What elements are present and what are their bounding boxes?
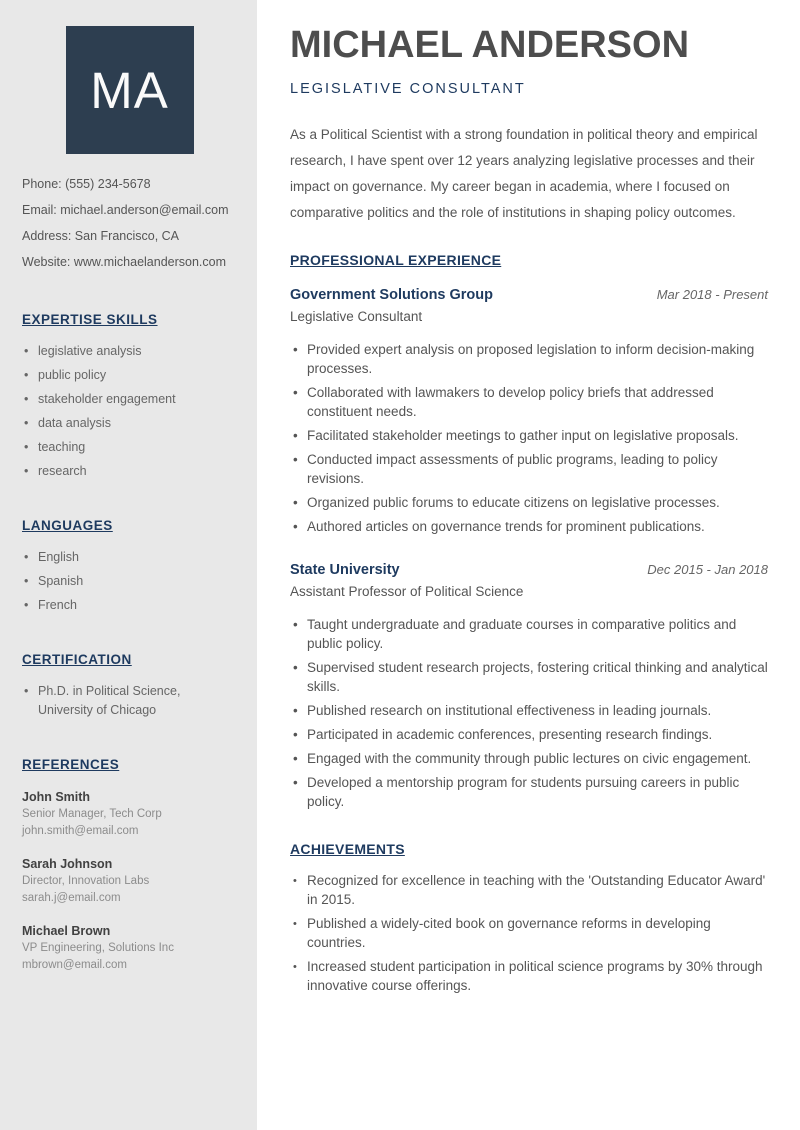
list-item: • English xyxy=(22,548,237,567)
sidebar-section-skills xyxy=(22,312,237,481)
list-item: • public policy xyxy=(22,366,237,385)
reference-entry xyxy=(22,788,237,840)
reference-role: Director, Innovation Labs xyxy=(22,875,150,887)
contact-line: Phone: (555) 234-5678 xyxy=(22,177,151,191)
list-item: • Spanish xyxy=(22,572,237,591)
reference-entry xyxy=(22,922,237,974)
job-role: Assistant Professor of Political Science xyxy=(290,583,524,599)
list-item: • Engaged with the community through public lectures on civic engagement. xyxy=(290,749,768,768)
experience-heading: PROFESSIONAL EXPERIENCE xyxy=(290,251,502,268)
contact-line: Email: michael.anderson@email.com xyxy=(22,203,229,217)
skills-list xyxy=(22,342,237,481)
reference-email: john.smith@email.com xyxy=(22,825,139,837)
company-name: State University xyxy=(290,561,400,578)
person-name: MICHAEL ANDERSON xyxy=(290,24,690,66)
achievements-list xyxy=(290,871,768,995)
main-content xyxy=(257,0,800,1130)
list-item: • Supervised student research projects, fostering critical thinking and analytical skills. xyxy=(290,658,768,696)
reference-role: Senior Manager, Tech Corp xyxy=(22,808,162,820)
skills-heading: EXPERTISE SKILLS xyxy=(22,312,158,327)
list-item: • data analysis xyxy=(22,414,237,433)
job-entry xyxy=(290,562,768,811)
list-item: • Developed a mentorship program for students pursuing careers in public policy. xyxy=(290,773,768,811)
reference-entry xyxy=(22,855,237,907)
list-item: • Authored articles on governance trends for prominent publications. xyxy=(290,517,768,536)
reference-name: John Smith xyxy=(22,790,91,804)
list-item: • French xyxy=(22,596,237,615)
achievements-section xyxy=(290,841,768,995)
job-role: Legislative Consultant xyxy=(290,308,423,324)
job-bullet-list xyxy=(290,615,768,811)
list-item: • Collaborated with lawmakers to develop policy briefs that addressed constituent needs. xyxy=(290,383,768,421)
reference-email: sarah.j@email.com xyxy=(22,892,121,904)
job-entry xyxy=(290,287,768,536)
languages-heading: LANGUAGES xyxy=(22,518,113,533)
sidebar-section-languages xyxy=(22,518,237,615)
list-item: • teaching xyxy=(22,438,237,457)
references-heading: REFERENCES xyxy=(22,757,120,772)
reference-name: Sarah Johnson xyxy=(22,857,113,871)
person-job-title: LEGISLATIVE CONSULTANT xyxy=(290,80,526,97)
list-item: • Published a widely-cited book on governance reforms in developing countries. xyxy=(290,914,768,952)
job-dates: Dec 2015 - Jan 2018 xyxy=(647,561,768,577)
job-dates: Mar 2018 - Present xyxy=(656,286,768,302)
company-name: Government Solutions Group xyxy=(290,286,494,303)
list-item: • Published research on institutional effectiveness in leading journals. xyxy=(290,701,768,720)
sidebar xyxy=(0,0,257,1130)
list-item: • legislative analysis xyxy=(22,342,237,361)
references-list xyxy=(22,788,237,974)
contact-line: Website: www.michaelanderson.com xyxy=(22,255,227,269)
list-item: • Provided expert analysis on proposed legislation to inform decision-making processes. xyxy=(290,340,768,378)
contact-line: Address: San Francisco, CA xyxy=(22,229,180,243)
list-item: • Participated in academic conferences, presenting research findings. xyxy=(290,725,768,744)
list-item: • Facilitated stakeholder meetings to gather input on legislative proposals. xyxy=(290,426,768,445)
reference-role: VP Engineering, Solutions Inc xyxy=(22,942,174,954)
avatar xyxy=(66,26,194,154)
sidebar-section-references xyxy=(22,757,237,974)
list-item: • Organized public forums to educate citizens on legislative processes. xyxy=(290,493,768,512)
experience-section xyxy=(290,252,768,811)
sidebar-section-certification xyxy=(22,652,237,720)
languages-list xyxy=(22,548,237,615)
list-item: • Conducted impact assessments of public programs, leading to policy revisions. xyxy=(290,450,768,488)
certification-list xyxy=(22,682,237,720)
job-header xyxy=(290,562,768,578)
reference-name: Michael Brown xyxy=(22,924,111,938)
list-item: • Recognized for excellence in teaching with the 'Outstanding Educator Award' in 2015. xyxy=(290,871,768,909)
certification-heading: CERTIFICATION xyxy=(22,652,132,667)
list-item: • Ph.D. in Political Science, University of Chicago xyxy=(22,682,237,720)
contact-list xyxy=(22,171,237,275)
list-item: • research xyxy=(22,462,237,481)
job-bullet-list xyxy=(290,340,768,536)
list-item: • Taught undergraduate and graduate courses in comparative politics and public policy. xyxy=(290,615,768,653)
job-header xyxy=(290,287,768,303)
list-item: • stakeholder engagement xyxy=(22,390,237,409)
list-item: • Increased student participation in political science programs by 30% through innovative course offerings. xyxy=(290,957,768,995)
avatar-initials: MA xyxy=(90,61,169,119)
reference-email: mbrown@email.com xyxy=(22,959,127,971)
summary-paragraph: As a Political Scientist with a strong foundation in political theory and empirical research, I have spent over 12 years analyzing legislative processes and their impact on governance. My career began in academia, where I focused on comparative politics and the role of institutions in shaping policy outcomes. xyxy=(290,126,758,220)
achievements-heading: ACHIEVEMENTS xyxy=(290,840,405,857)
